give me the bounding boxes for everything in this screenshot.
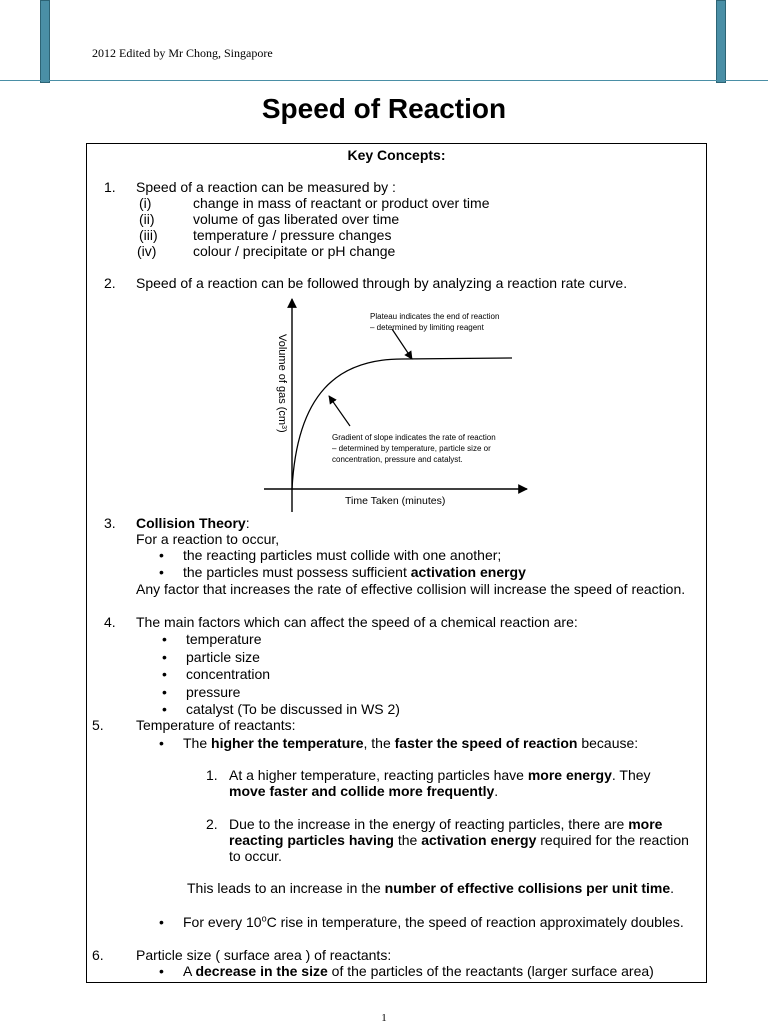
s1-roman-1: (i): [139, 195, 152, 211]
s1-lead: Speed of a reaction can be measured by :: [136, 179, 396, 195]
s1-roman-4: (iv): [137, 243, 157, 259]
s5-point-1-number: 1.: [206, 767, 218, 783]
s4-item-3: • concentration: [186, 666, 270, 682]
s5-leads-to: This leads to an increase in the number of effective collisions per unit time.: [187, 880, 675, 896]
s5-lead: Temperature of reactants:: [136, 717, 296, 733]
s3-title-line: Collision Theory:: [136, 515, 250, 531]
s5-number: 5.: [92, 717, 104, 733]
s4-item-1: • temperature: [186, 631, 261, 647]
s6-number: 6.: [92, 947, 104, 963]
s1-roman-3: (iii): [139, 227, 158, 243]
page-number: 1: [381, 1012, 387, 1024]
s3-intro: For a reaction to occur,: [136, 531, 280, 547]
plateau-arrow: [392, 329, 412, 359]
s1-item-2: volume of gas liberated over time: [193, 211, 400, 227]
s5-point-1-line-1: At a higher temperature, reacting particles have more energy. They: [229, 767, 651, 783]
reaction-rate-curve: [87, 294, 706, 519]
key-concepts-heading: Key Concepts:: [347, 147, 446, 163]
s1-number: 1.: [104, 179, 116, 195]
s5-bullet-2: • For every 10$^o$C rise in temperature, the speed of reaction approximately doubles.: [183, 914, 684, 930]
page-header: 2012 Edited by Mr Chong, Singapore: [92, 46, 273, 60]
s4-lead: The main factors which can affect the speed of a chemical reaction are:: [136, 614, 578, 630]
s6-lead: Particle size ( surface area ) of reactants:: [136, 947, 392, 963]
s3-number: 3.: [104, 515, 116, 531]
s3-bullet-2: • the particles must possess sufficient activation energy: [183, 564, 526, 580]
s3-bullet-1: • the reacting particles must collide with one another;: [183, 547, 501, 563]
s4-item-5: • catalyst (To be discussed in WS 2): [186, 701, 400, 717]
gradient-note-2: – determined by temperature, particle size or: [332, 444, 491, 453]
s5-point-2-line-2: reacting particles having the activation energy required for the reaction: [229, 832, 689, 848]
s2-text: Speed of a reaction can be followed through by analyzing a reaction rate curve.: [136, 275, 628, 291]
s1-item-4: colour / precipitate or pH change: [193, 243, 396, 259]
s1-roman-2: (ii): [139, 211, 155, 227]
header-rule: [0, 80, 768, 81]
x-axis-label: Time Taken (minutes): [345, 495, 446, 507]
s5-point-1-line-2: move faster and collide more frequently.: [229, 783, 499, 799]
s4-item-2: • particle size: [186, 649, 260, 665]
right-margin-bar: [716, 0, 726, 83]
gradient-note-3: concentration, pressure and catalyst.: [332, 455, 463, 464]
gradient-arrow: [329, 396, 350, 426]
s1-item-1: change in mass of reactant or product over time: [193, 195, 490, 211]
gradient-note-1: Gradient of slope indicates the rate of reaction: [332, 433, 496, 442]
content-box: [86, 143, 707, 983]
s3-summary: Any factor that increases the rate of effective collision will increase the speed of reaction.: [136, 581, 686, 597]
s2-number: 2.: [104, 275, 116, 291]
s5-point-2-line-3: to occur.: [229, 848, 282, 864]
s5-bullet-1: • The higher the temperature, the faster the speed of reaction because:: [183, 735, 638, 751]
s6-bullet-1: • A decrease in the size of the particles of the reactants (larger surface area): [183, 963, 654, 979]
plateau-note-1: Plateau indicates the end of reaction: [370, 312, 500, 321]
plateau-note-2: – determined by limiting reagent: [370, 323, 484, 332]
s4-number: 4.: [104, 614, 116, 630]
y-axis-label: Volume of gas $(cm^3)$: [276, 334, 288, 433]
s3-title: Collision Theory: [136, 515, 246, 531]
curve-line: [292, 358, 512, 489]
s1-item-3: temperature / pressure changes: [193, 227, 392, 243]
left-margin-bar: [40, 0, 50, 83]
page-title: Speed of Reaction: [261, 93, 507, 124]
s5-point-2-line-1: Due to the increase in the energy of reacting particles, there are more: [229, 816, 663, 832]
s4-item-4: • pressure: [186, 684, 240, 700]
s5-point-2-number: 2.: [206, 816, 218, 832]
